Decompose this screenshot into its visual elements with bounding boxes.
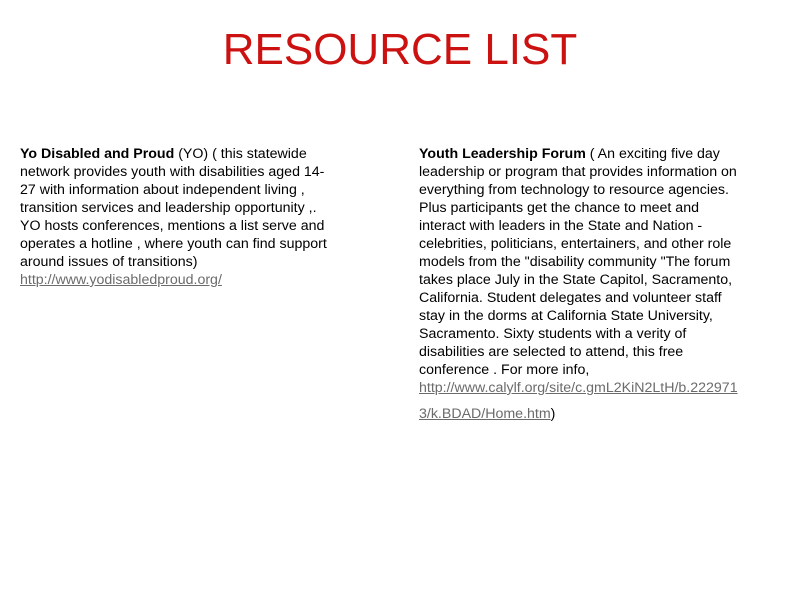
resource-text: YO hosts conferences, mentions a list serve and xyxy=(20,218,325,234)
resource-text: takes place July in the State Capitol, Sacramento, xyxy=(419,272,733,288)
resource-text: 27 with information about independent living , xyxy=(20,182,305,198)
resource-text: transition services and leadership opportunity ,. xyxy=(20,200,317,216)
resource-text: Sacramento. Sixty students with a verity of xyxy=(419,326,687,342)
resource-text: disabilities are selected to attend, this free xyxy=(419,344,684,360)
resource-yo-disabled-and-proud xyxy=(20,145,382,289)
resource-text: (YO) ( this statewide xyxy=(174,146,307,162)
resource-text: conference . For more info, xyxy=(419,362,590,378)
resource-text: celebrities, politicians, entertainers, and other role xyxy=(419,236,732,252)
resource-text: ( An exciting five day xyxy=(585,146,720,162)
resource-first-line xyxy=(20,145,382,163)
resource-youth-leadership-forum xyxy=(419,145,789,423)
resource-text: leadership or program that provides information on xyxy=(419,164,737,180)
closing-paren: ) xyxy=(550,406,556,422)
ylf-website-link-continued[interactable]: 3/k.BDAD/Home.htm xyxy=(419,406,551,422)
resource-text: network provides youth with disabilities aged 14- xyxy=(20,164,325,180)
resource-heading: Yo Disabled and Proud xyxy=(20,146,175,162)
resource-text: interact with leaders in the State and Nation - xyxy=(419,218,703,234)
resource-text: operates a hotline , where youth can find support xyxy=(20,236,327,252)
resource-text: stay in the dorms at California State University, xyxy=(419,308,713,324)
yo-website-link[interactable]: http://www.yodisabledproud.org/ xyxy=(20,272,222,288)
resource-text: around issues of transitions) xyxy=(20,254,198,270)
resource-first-line xyxy=(419,145,789,163)
resource-text: models from the "disability community "The forum xyxy=(419,254,731,270)
page-title: RESOURCE LIST xyxy=(222,25,578,74)
resource-text: California. Student delegates and volunteer staff xyxy=(419,290,722,306)
resource-text: everything from technology to resource agencies. xyxy=(419,182,729,198)
resource-text: Plus participants get the chance to meet and xyxy=(419,200,699,216)
resource-heading: Youth Leadership Forum xyxy=(419,146,586,162)
ylf-website-link[interactable]: http://www.calylf.org/site/c.gmL2KiN2LtH/b.222971 xyxy=(419,380,738,396)
